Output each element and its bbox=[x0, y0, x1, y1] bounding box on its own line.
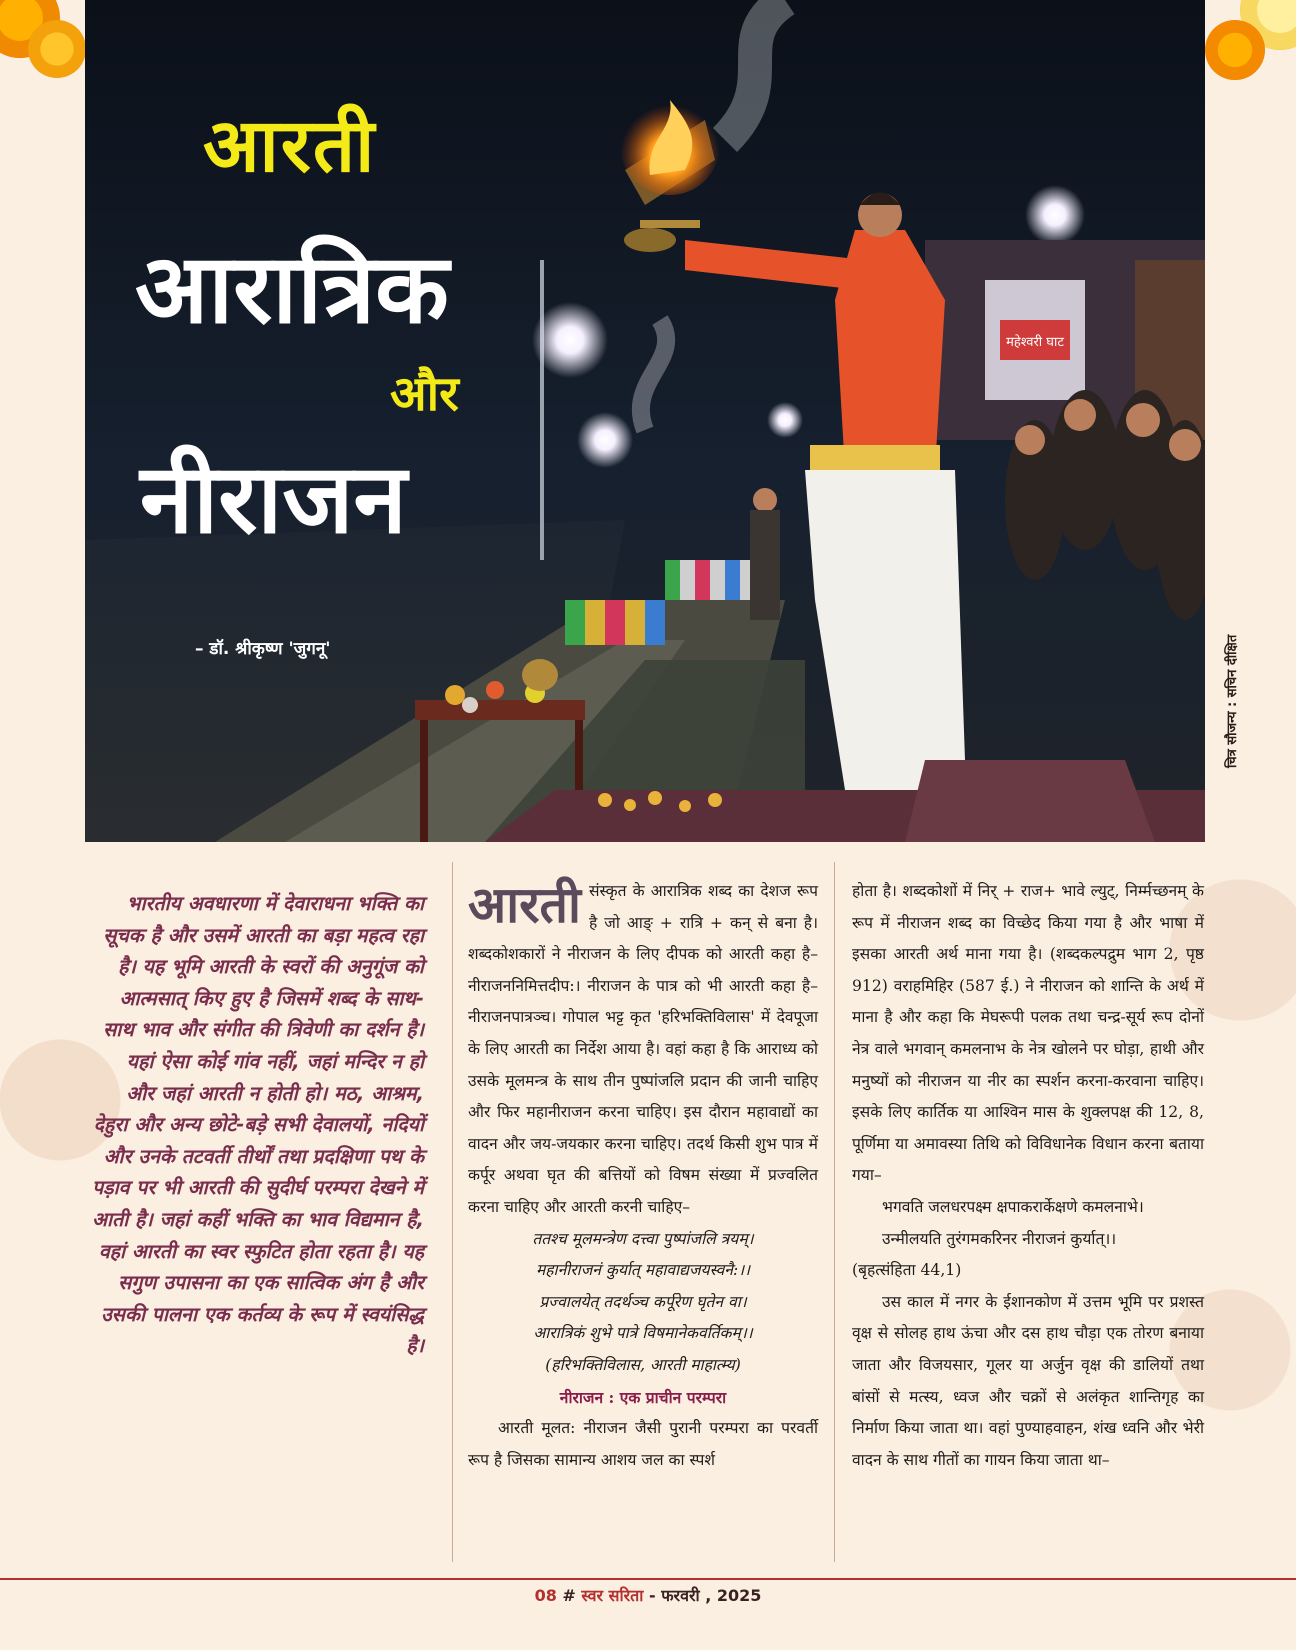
drop-cap-aarti: आरती bbox=[468, 876, 581, 934]
magazine-name: स्वर सरिता bbox=[581, 1586, 644, 1605]
paragraph: उस काल में नगर के ईशानकोण में उत्तम भूमि पर प्रशस्त वृक्ष से सोलह हाथ ऊंचा और दस हाथ चौड़ा एक तोरण बनाया जाता और विजयसार, गूलर या अर्जुन वृक्ष की डालियों तथा बांसों से मत्स्य, ध्वज और चक्रों से अलंकृत शान्तिगृह का निर्माण किया जाता था। वहां पुण्याहवाहन, शंख ध्वनि और भेरी वादन के साथ गीतों का गायन किया जाता था– bbox=[852, 1292, 1204, 1469]
page-number: 08 bbox=[534, 1586, 557, 1605]
paragraph: होता है। शब्दकोशों में निर् + राज+ भावे ल्युट्, निर्म्मच्छनम् के रूप में नीराजन शब्द का विच्छेद किया गया है और भाषा में इसका आरती अर्थ माना गया है। (शब्दकल्पद्रुम भाग 2, पृष्ठ 912) वराहमिहिर (587 ई.) ने नीराजन को शान्ति के अर्थ में माना है और कहा कि मेघरूपी पलक तथा चन्द्र-सूर्य रूप दोनों नेत्र वाले भगवान् कमलनाभ के नेत्र खोलने पर घोड़ा, हाथी और मनुष्यों को नीराजन या नीर का स्पर्शन करना-करवाना चाहिए। इसके लिए कार्तिक या आश्विन मास के शुक्लपक्ष की 12, 8, पूर्णिमा या अमावस्या तिथि को विविधानेक विधान करना बताया गया– bbox=[852, 882, 1204, 1185]
marigold-flower-top-right-2 bbox=[1205, 20, 1265, 80]
page-footer bbox=[0, 1584, 1296, 1606]
verse-line: भगवति जलधरपक्ष्म क्षपाकरार्केक्षणे कमलनाभे। bbox=[882, 1197, 1144, 1216]
paragraph bbox=[468, 876, 818, 1224]
hero-photo-aarti-ceremony bbox=[85, 0, 1205, 842]
footer-separator: # bbox=[562, 1586, 576, 1605]
ghat-sign-text: महेश्वरी घाट bbox=[1006, 335, 1064, 350]
title-nirajan: नीराजन bbox=[140, 443, 407, 555]
footer-rule bbox=[0, 1578, 1296, 1580]
paragraph: आरती मूलत: नीराजन जैसी पुरानी परम्परा का परवर्ती रूप है जिसका सामान्य आशय जल का स्पर्श bbox=[468, 1419, 818, 1469]
verse-line: प्रज्वालयेत् तदर्थञ्च कर्पूरेण घृतेन वा। bbox=[539, 1292, 747, 1311]
article-column-2 bbox=[468, 876, 818, 1476]
intro-blurb: भारतीय अवधारणा में देवाराधना भक्ति का सूचक है और उसमें आरती का बड़ा महत्व रहा है। यह भूमि आरती के स्वरों की अनुगूंज को आत्मसात् किए हुए है जिसमें शब्द के साथ-साथ भाव और संगीत की त्रिवेणी का दर्शन है। यहां ऐसा कोई गांव नहीं, जहां मन्दिर न हो और जहां आरती न होती हो। मठ, आश्रम, देहुरा और अन्य छोटे-बड़े सभी देवालयों, नदियों और उनके तटवर्ती तीर्थों तथा प्रदक्षिणा पथ के पड़ाव पर भी आरती की सुदीर्घ परम्परा देखने में आती है। जहां कहीं भक्ति का भाव विद्यमान है, वहां आरती का स्वर स्फुटित होता रहता है। यह सगुण उपासना का एक सात्विक अंग है और उसकी पालना एक कर्तव्य के रूप में स्वयंसिद्ध है। bbox=[92, 892, 424, 1358]
title-aur: और bbox=[390, 366, 459, 422]
issue-date: - फरवरी , 2025 bbox=[648, 1586, 762, 1605]
verse-line: ततश्च मूलमन्त्रेण दत्त्वा पुष्पांजलि त्रयम्। bbox=[532, 1229, 754, 1248]
column-divider-2 bbox=[834, 862, 835, 1562]
column-divider-1 bbox=[452, 862, 453, 1562]
title-aarti: आरती bbox=[203, 103, 377, 189]
author-byline: – डॉ. श्रीकृष्ण 'जुगनू' bbox=[195, 639, 331, 659]
article-column-3 bbox=[852, 876, 1204, 1476]
title-aaratrik: आरात्रिक bbox=[135, 233, 449, 345]
verse-line: आरात्रिकं शुभे पात्रे विषमानेकवर्तिकम्।। bbox=[533, 1324, 753, 1343]
section-subheading: नीराजन : एक प्राचीन परम्परा bbox=[559, 1387, 727, 1407]
paragraph-text: संस्कृत के आरात्रिक शब्द का देशज रूप है जो आङ् + रात्रि + कन् से बना है। शब्दकोशकारों ने नीराजन के लिए दीपक को आरती कहा है– नीराजननिमित्तदीप:। नीराजन के पात्र को भी आरती कहा है– नीराजनपात्रञ्च। गोपाल भट्ट कृत 'हरिभक्तिविलास' में देवपूजा के लिए आरती का निर्देश आया है। वहां कहा है कि आराध्य को उसके मूलमन्त्र के साथ तीन पुष्पांजलि प्रदान की जानी चाहिए और फिर महानीराजन करना चाहिए। इस दौरान महावाद्यों का वादन और जय-जयकार करना चाहिए। तदर्थ किसी शुभ पात्र में कर्पूर अथवा घृत की बत्तियों को विषम संख्या में प्रज्वलित करना चाहिए और आरती करनी चाहिए– bbox=[468, 882, 818, 1216]
marigold-flower-top-left-2 bbox=[28, 20, 86, 78]
verse-line: उन्मीलयति तुरंगमकरिनर नीराजनं कुर्यात्।। bbox=[882, 1229, 1117, 1248]
verse-citation: (हरिभक्तिविलास, आरती माहात्म्य) bbox=[545, 1355, 741, 1374]
verse-line: महानीराजनं कुर्यात् महावाद्यजयस्वनै:।। bbox=[535, 1261, 751, 1280]
verse-citation: (बृहत्संहिता 44,1) bbox=[852, 1261, 962, 1280]
photo-credit: चित्र सौजन्य : सचिन दीक्षित bbox=[1225, 634, 1240, 768]
